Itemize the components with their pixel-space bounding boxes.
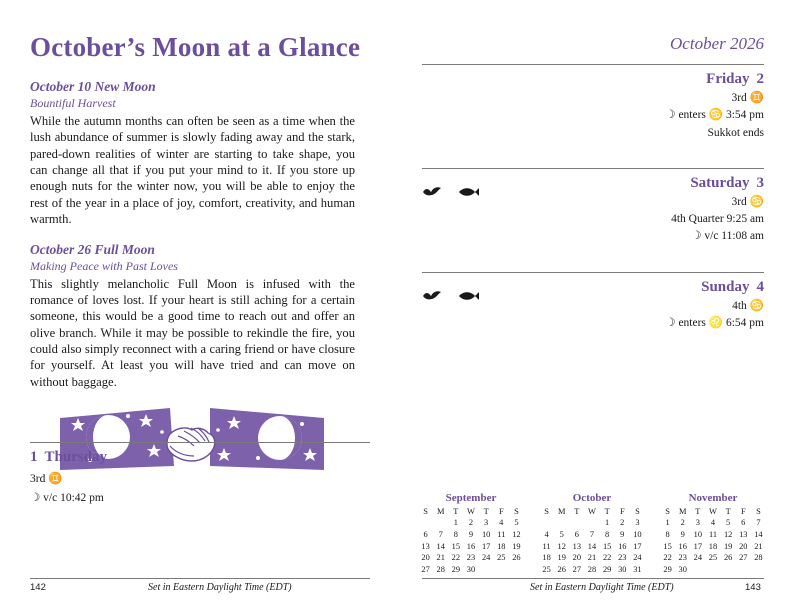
- date-cell: 14: [587, 541, 597, 551]
- date-cell: 6: [741, 518, 746, 528]
- date-cell: 22: [602, 553, 612, 563]
- date-cell: 29: [451, 565, 461, 575]
- date-cell: 17: [633, 541, 642, 551]
- mini-calendar-grid: [660, 506, 766, 576]
- date-cell: 11: [542, 541, 551, 551]
- moon-block-full-moon: [30, 242, 378, 391]
- weekday-header: S: [544, 506, 549, 516]
- mini-calendar-title: September: [445, 492, 497, 504]
- fish-icon: [458, 183, 480, 201]
- weekday-header: W: [709, 506, 717, 516]
- date-cell: 25: [497, 553, 506, 563]
- day-entry-sunday-4: [422, 279, 764, 333]
- mini-calendars: [418, 492, 766, 576]
- date-cell: 19: [723, 541, 733, 551]
- date-cell: 10: [633, 529, 642, 539]
- day-detail-line: 4th Quarter 9:25 am: [671, 213, 764, 225]
- date-cell: 9: [680, 529, 685, 539]
- date-cell: 8: [453, 529, 458, 539]
- date-cell: 27: [421, 565, 430, 575]
- date-cell: [433, 518, 448, 530]
- date-cell: 25: [542, 565, 551, 575]
- date-cell: 22: [451, 553, 461, 563]
- day-weekday: Friday: [706, 71, 750, 87]
- day-divider: [422, 64, 764, 65]
- date-cell: 24: [633, 553, 642, 563]
- date-cell: 14: [436, 541, 445, 551]
- table-row: [539, 529, 645, 541]
- date-cell: 30: [618, 565, 627, 575]
- weekday-header: T: [453, 506, 459, 516]
- date-cell: 1: [605, 518, 610, 528]
- date-cell: [539, 518, 554, 530]
- moon-heading: October 26 Full Moon: [30, 241, 155, 257]
- date-cell: 20: [572, 553, 582, 563]
- date-cell: [690, 564, 705, 576]
- date-cell: 26: [512, 553, 521, 563]
- weekday-header: F: [740, 506, 746, 516]
- date-cell: [736, 564, 751, 576]
- date-cell: 26: [723, 553, 733, 563]
- date-cell: 4: [544, 529, 549, 539]
- day-detail-line: 4th ♋: [732, 299, 764, 312]
- date-cell: 6: [423, 529, 428, 539]
- date-cell: 4: [710, 518, 716, 528]
- date-cell: 21: [436, 553, 445, 563]
- date-cell: 15: [451, 541, 461, 551]
- date-cell: 8: [605, 529, 610, 539]
- table-row: [660, 541, 766, 553]
- date-cell: 13: [421, 541, 430, 551]
- weekday-header: T: [604, 506, 610, 516]
- day-detail-line: ☽ enters ♌ 6:54 pm: [665, 316, 764, 329]
- day-detail-lines: [422, 194, 764, 246]
- date-cell: 15: [602, 541, 612, 551]
- day-weekday: Saturday: [690, 174, 750, 191]
- date-cell: [751, 564, 766, 576]
- day-number: 3: [756, 174, 764, 191]
- date-cell: 24: [481, 553, 491, 563]
- date-cell: [554, 518, 569, 530]
- timezone-note-right: Set in Eastern Daylight Time (EDT): [530, 582, 674, 593]
- date-cell: 23: [678, 553, 687, 563]
- day-divider: [30, 442, 370, 443]
- day-detail-line: 3rd ♋: [731, 195, 764, 208]
- weekday-header: T: [574, 506, 580, 516]
- table-row: [418, 518, 524, 530]
- date-cell: 13: [739, 529, 748, 539]
- mini-calendar-grid: [418, 506, 524, 576]
- page-number-right: 143: [745, 582, 761, 593]
- weekday-header: F: [498, 506, 504, 516]
- footer-divider-right: [422, 578, 764, 579]
- date-cell: 6: [574, 529, 579, 539]
- month-year-header: October 2026: [670, 34, 764, 53]
- date-cell: 21: [587, 553, 597, 563]
- date-cell: 16: [466, 541, 476, 551]
- table-row: [418, 541, 524, 553]
- bird-icon: [422, 287, 442, 305]
- day-glyph-group: [422, 287, 480, 305]
- weekday-header: S: [756, 506, 761, 516]
- date-cell: 10: [481, 529, 491, 539]
- date-cell: 16: [618, 541, 627, 551]
- date-cell: 2: [620, 518, 625, 528]
- table-row: [539, 564, 645, 576]
- date-cell: [509, 564, 524, 576]
- date-cell: [721, 564, 736, 576]
- day-number: 1: [30, 449, 38, 465]
- weekday-header: S: [665, 506, 670, 516]
- date-cell: 30: [466, 565, 476, 575]
- date-cell: 23: [618, 553, 627, 563]
- date-cell: 19: [557, 553, 566, 563]
- weekday-header: T: [483, 506, 489, 516]
- date-cell: 12: [723, 529, 733, 539]
- moon-heading: October 10 New Moon: [30, 79, 156, 94]
- moon-subheading: Bountiful Harvest: [30, 96, 116, 110]
- date-cell: 14: [754, 529, 763, 539]
- weekday-header: S: [514, 506, 519, 516]
- date-cell: 16: [678, 541, 687, 551]
- date-cell: [418, 518, 433, 530]
- table-row: [418, 564, 524, 576]
- table-row: [539, 518, 645, 530]
- day-entry-friday-2: [422, 71, 764, 142]
- day-heading: [30, 449, 370, 466]
- bird-icon: [422, 183, 442, 201]
- date-cell: 2: [468, 518, 474, 528]
- date-cell: 28: [587, 565, 597, 575]
- date-cell: 11: [708, 529, 718, 539]
- date-cell: [479, 564, 494, 576]
- date-cell: 7: [438, 529, 443, 539]
- date-cell: 28: [754, 553, 763, 563]
- day-detail-line: ☽ enters ♋ 3:54 pm: [665, 109, 764, 122]
- date-cell: 13: [572, 541, 582, 551]
- timezone-note-left: Set in Eastern Daylight Time (EDT): [148, 582, 292, 593]
- day-glyph-group: [422, 183, 480, 201]
- fish-icon: [458, 287, 480, 305]
- weekday-header: M: [436, 506, 445, 516]
- day-detail-lines: [422, 90, 764, 142]
- date-cell: 29: [602, 565, 612, 575]
- date-cell: 1: [665, 518, 670, 528]
- day-heading: [422, 71, 764, 88]
- table-row: [418, 529, 524, 541]
- mini-calendar-title: October: [572, 492, 612, 504]
- date-cell: 17: [693, 541, 703, 551]
- date-cell: [494, 564, 509, 576]
- weekday-header: S: [635, 506, 640, 516]
- day-entry-saturday-3: [422, 175, 764, 246]
- day-detail-line: ☽ v/c 11:08 am: [691, 230, 764, 243]
- date-cell: 10: [693, 529, 703, 539]
- day-divider: [422, 168, 764, 169]
- date-cell: 7: [756, 518, 761, 528]
- day-detail-line: 3rd ♊: [731, 92, 764, 104]
- weekday-header: M: [557, 506, 566, 516]
- weekday-header: W: [588, 506, 596, 516]
- date-cell: 11: [497, 529, 506, 539]
- moon-block-new-moon: [30, 79, 378, 228]
- table-row: [660, 564, 766, 576]
- weekday-header: T: [695, 506, 701, 516]
- mini-calendar-november: [660, 492, 766, 576]
- date-cell: 3: [635, 518, 640, 528]
- date-cell: 23: [466, 553, 476, 563]
- date-cell: 5: [559, 529, 564, 539]
- day-divider: [422, 272, 764, 273]
- date-cell: 26: [557, 565, 566, 575]
- date-cell: 9: [620, 529, 625, 539]
- date-cell: 27: [739, 553, 748, 563]
- date-cell: 5: [726, 518, 731, 528]
- day-detail-line: 3rd ♊: [30, 473, 63, 485]
- date-cell: 12: [557, 541, 566, 551]
- date-cell: 18: [542, 553, 551, 563]
- date-cell: [569, 518, 584, 530]
- mini-calendar-grid: [539, 506, 645, 576]
- date-cell: 12: [512, 529, 521, 539]
- date-cell: 4: [499, 518, 504, 528]
- mini-calendar-title: November: [688, 492, 738, 504]
- mini-calendar-september: [418, 492, 524, 576]
- footer-divider-left: [30, 578, 370, 579]
- date-cell: 1: [453, 518, 458, 528]
- date-cell: 19: [512, 541, 521, 551]
- moon-subheading: Making Peace with Past Loves: [30, 258, 178, 273]
- date-cell: [705, 564, 720, 576]
- date-cell: 22: [663, 553, 672, 563]
- date-cell: 8: [665, 529, 670, 539]
- date-cell: 9: [468, 529, 474, 539]
- weekday-header: F: [619, 506, 625, 516]
- day-weekday: Thursday: [44, 449, 108, 465]
- date-cell: 7: [589, 529, 595, 539]
- date-cell: 30: [678, 565, 687, 575]
- date-cell: 20: [421, 553, 430, 563]
- date-cell: 2: [680, 518, 685, 528]
- day-detail-line: ☽ v/c 10:42 pm: [30, 492, 104, 504]
- day-weekday: Sunday: [701, 278, 750, 295]
- table-row: [660, 518, 766, 530]
- weekday-header: M: [678, 506, 687, 516]
- date-cell: 28: [436, 565, 445, 575]
- date-cell: 21: [754, 541, 763, 551]
- date-cell: 3: [695, 518, 700, 528]
- date-cell: 18: [708, 541, 718, 551]
- page-title: October’s Moon at a Glance: [30, 32, 361, 62]
- moon-body-text: This slightly melancholic Full Moon is infused with the romance of loves lost. If your heart is still aching for a certain someone, this would be a good time to reach out and offer an olive branch. While it may be possible to rekindle the fire, you could also simply reconnect with a caring friend or have closure for yourself. At least you will have tried and can move on without baggage.: [30, 276, 355, 389]
- date-cell: 3: [484, 518, 489, 528]
- date-cell: 25: [708, 553, 718, 563]
- table-row: [660, 529, 766, 541]
- date-cell: 29: [663, 565, 672, 575]
- moon-body-text: While the autumn months can often be seen as a time when the lush abundance of summer is slowly fading away and the stark, pared-down realities of winter are starting to take shape, you can change all that if you put your mind to it. If you store up enough nuts for the winter now, you will be able to enjoy the rest of the year in a place of joy, comfort, creativity, and human warmth.: [30, 114, 355, 227]
- weekday-header: T: [725, 506, 731, 516]
- day-detail-line: Sukkot ends: [707, 126, 764, 139]
- table-row: [539, 541, 645, 553]
- day-number: 4: [756, 278, 764, 295]
- day-number: 2: [756, 71, 764, 87]
- date-cell: 20: [739, 541, 748, 551]
- date-cell: 17: [481, 541, 491, 551]
- date-cell: 5: [514, 518, 519, 528]
- table-row: [418, 553, 524, 565]
- mini-calendar-october: [539, 492, 645, 576]
- page-number-left: 142: [30, 582, 46, 593]
- date-cell: [584, 518, 599, 530]
- day-entry-thursday-1: [30, 449, 370, 504]
- date-cell: 15: [663, 541, 672, 551]
- table-row: [539, 553, 645, 565]
- date-cell: 18: [497, 541, 506, 551]
- date-cell: 31: [633, 565, 642, 575]
- weekday-header: W: [467, 506, 475, 516]
- weekday-header: S: [423, 506, 428, 516]
- table-row: [660, 553, 766, 565]
- date-cell: 24: [693, 553, 703, 563]
- date-cell: 27: [572, 565, 582, 575]
